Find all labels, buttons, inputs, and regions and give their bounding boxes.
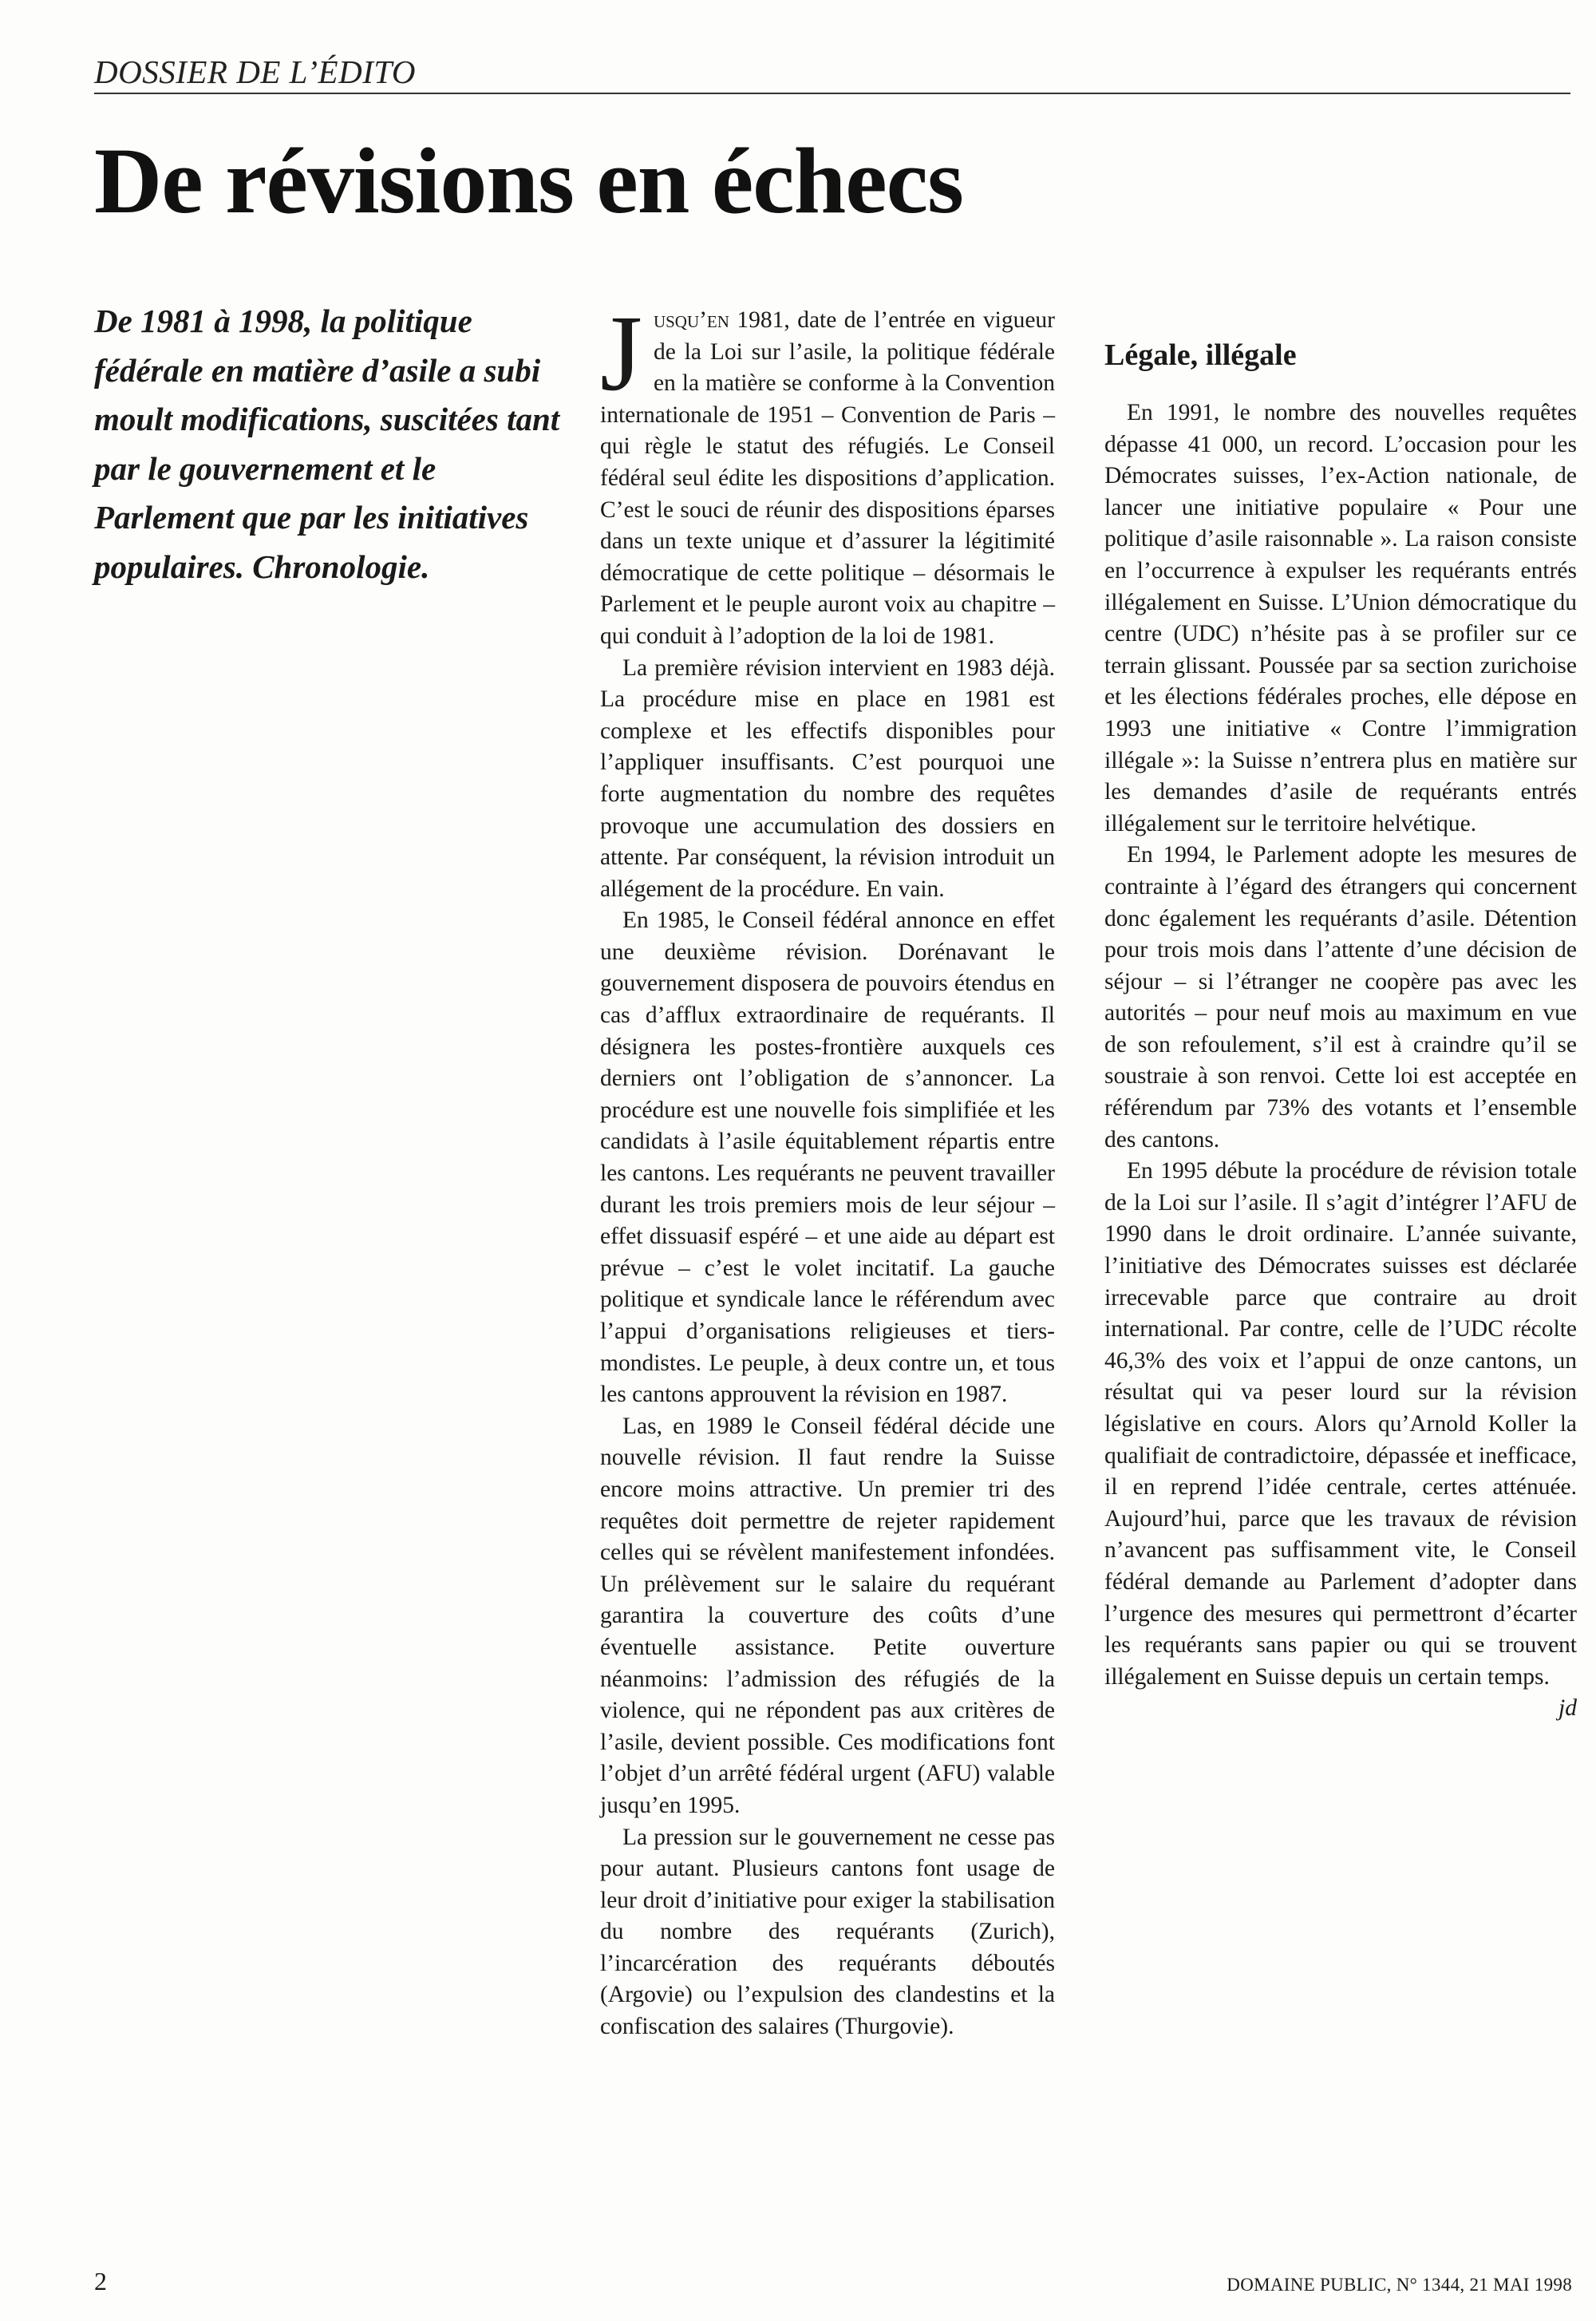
section-rubric: DOSSIER DE L’ÉDITO: [94, 53, 417, 90]
publication-footer: DOMAINE PUBLIC, N° 1344, 21 MAI 1998: [1227, 2275, 1572, 2295]
article-column-1: [600, 294, 1055, 2043]
paragraph: En 1994, le Parlement adopte les mesures de contrainte à l’égard des étrangers qui concernent donc également les requérants d’asile. Détention pour trois mois dans l’attente d’une décision de séjour – si l’étranger ne coopère pas avec les autorités – pour neuf mois au maximum en vue de son refoulement, s’il est à craindre qu’il se soustraie à son renvoi. Cette loi est acceptée en référendum par 73% des votants et l’ensemble des cantons.: [1104, 842, 1577, 1153]
article-title: De révisions en échecs: [94, 129, 963, 233]
opening-smallcaps: usqu’en: [653, 307, 729, 333]
paragraph-text: En 1995 débute la procédure de révision totale de la Loi sur l’asile. Il s’agit d’intégrer l’AFU de 1990 dans le droit ordinaire. L’année suivante, l’initiative des Démocrates suisses est déclarée irrecevable parce que contraire au droit international. Par contre, celle de l’UDC récolte 46,3% des voix et l’appui de onze cantons, un résultat qui va peser lourd sur la révision législative en cours. Alors qu’Arnold Koller la qualifiait de contradictoire, dépassée et inefficace, il en reprend l’idée centrale, certes atténuée. Aujourd’hui, parce que les travaux de révision n’avancent pas suffisamment vite, le Conseil fédéral demande au Parlement d’adopter dans l’urgence des mesures qui permettront d’écarter les requérants sans papier ou qui se trouvent illégalement en Suisse depuis un certain temps.: [1104, 1158, 1577, 1690]
paragraph: La pression sur le gouvernement ne cesse pas pour autant. Plusieurs cantons font usage de leur droit d’initiative pour exiger la stabilisation du nombre des requérants (Zurich), l’incarcération des requérants déboutés (Argovie) ou l’expulsion des clandestins et la confiscation des salaires (Thurgovie).: [600, 1824, 1055, 2040]
paragraph: Las, en 1989 le Conseil fédéral décide une nouvelle révision. Il faut rendre la Suisse encore moins attractive. Un premier tri des requêtes doit permettre de rejeter rapidement celles qui se révèlent manifestement infondées. Un prélèvement sur le salaire du requérant garantira la couverture des coûts d’une éventuelle assistance. Petite ouverture néanmoins: l’admission des réfugiés de la violence, qui ne répondent pas aux critères de l’asile, devient possible. Ces modifications font l’objet d’un arrêté fédéral urgent (AFU) valable jusqu’en 1995.: [600, 1413, 1055, 1818]
header-rule: [94, 93, 1570, 94]
author-signature: jd: [1558, 1695, 1577, 1722]
subheading: Légale, illégale: [1104, 338, 1297, 372]
drop-cap: J: [600, 294, 642, 413]
paragraph-intro: [600, 294, 1055, 653]
article-column-2: [1104, 303, 1577, 1725]
paragraph-last: [1104, 1156, 1577, 1722]
paragraph: En 1985, le Conseil fédéral annonce en effet une deuxième révision. Dorénavant le gouvernement disposera de pouvoirs étendus en cas d’afflux extraordinaire de requérants. Il désignera les postes-frontière auxquels ces derniers ont l’obligation de s’annoncer. La procédure est une nouvelle fois simplifiée et les candidats à l’asile équitablement répartis entre les cantons. Les requérants ne peuvent travailler durant les trois premiers mois de leur séjour – effet dissuasif espéré – et une aide au départ est prévue – c’est le volet incitatif. La gauche politique et syndicale lance le référendum avec l’appui d’organisations religieuses et tiers-mondistes. Le peuple, à deux contre un, et tous les cantons approuvent la révision en 1987.: [600, 907, 1055, 1408]
paragraph-text: 1981, date de l’entrée en vigueur de la Loi sur l’asile, la politique fédérale en la matière se conforme à la Convention internationale de 1951 – Convention de Paris – qui règle le statut des réfugiés. Le Conseil fédéral seul édite les dispositions d’application. C’est le souci de réunir des dispositions éparses dans un texte unique et d’assurer la légitimité démocratique de cette politique – désormais le Parlement et le peuple auront voix au chapitre – qui conduit à l’adoption de la loi de 1981.: [600, 307, 1055, 649]
paragraph: La première révision intervient en 1983 déjà. La procédure mise en place en 1981 est complexe et les effectifs disponibles pour l’appliquer insuffisants. C’est pourquoi une forte augmentation du nombre des requêtes provoque une accumulation des dossiers en attente. Par conséquent, la révision introduit un allégement de la procédure. En vain.: [600, 654, 1055, 902]
paragraph: En 1991, le nombre des nouvelles requêtes dépasse 41 000, un record. L’occasion pour les Démocrates suisses, l’ex-Action nationale, de lancer une initiative populaire « Pour une politique d’asile raisonnable ». La raison consiste en l’occurrence à expulser les requérants entrés illégalement en Suisse. L’Union démocratique du centre (UDC) n’hésite pas à se profiler sur ce terrain glissant. Poussée par sa section zurichoise et les élections fédérales proches, elle dépose en 1993 une initiative « Contre l’immigration illégale »: la Suisse n’entrera plus en matière sur les demandes d’asile de requérants entrés illégalement sur le territoire helvétique.: [1104, 400, 1577, 836]
article-lead: De 1981 à 1998, la politique fédérale en matière d’asile a subi moult modifications, suscitées tant par le gouvernement et le Parlement que par les initiatives populaires. Chronologie.: [94, 302, 560, 585]
page-number: 2: [94, 2267, 107, 2295]
